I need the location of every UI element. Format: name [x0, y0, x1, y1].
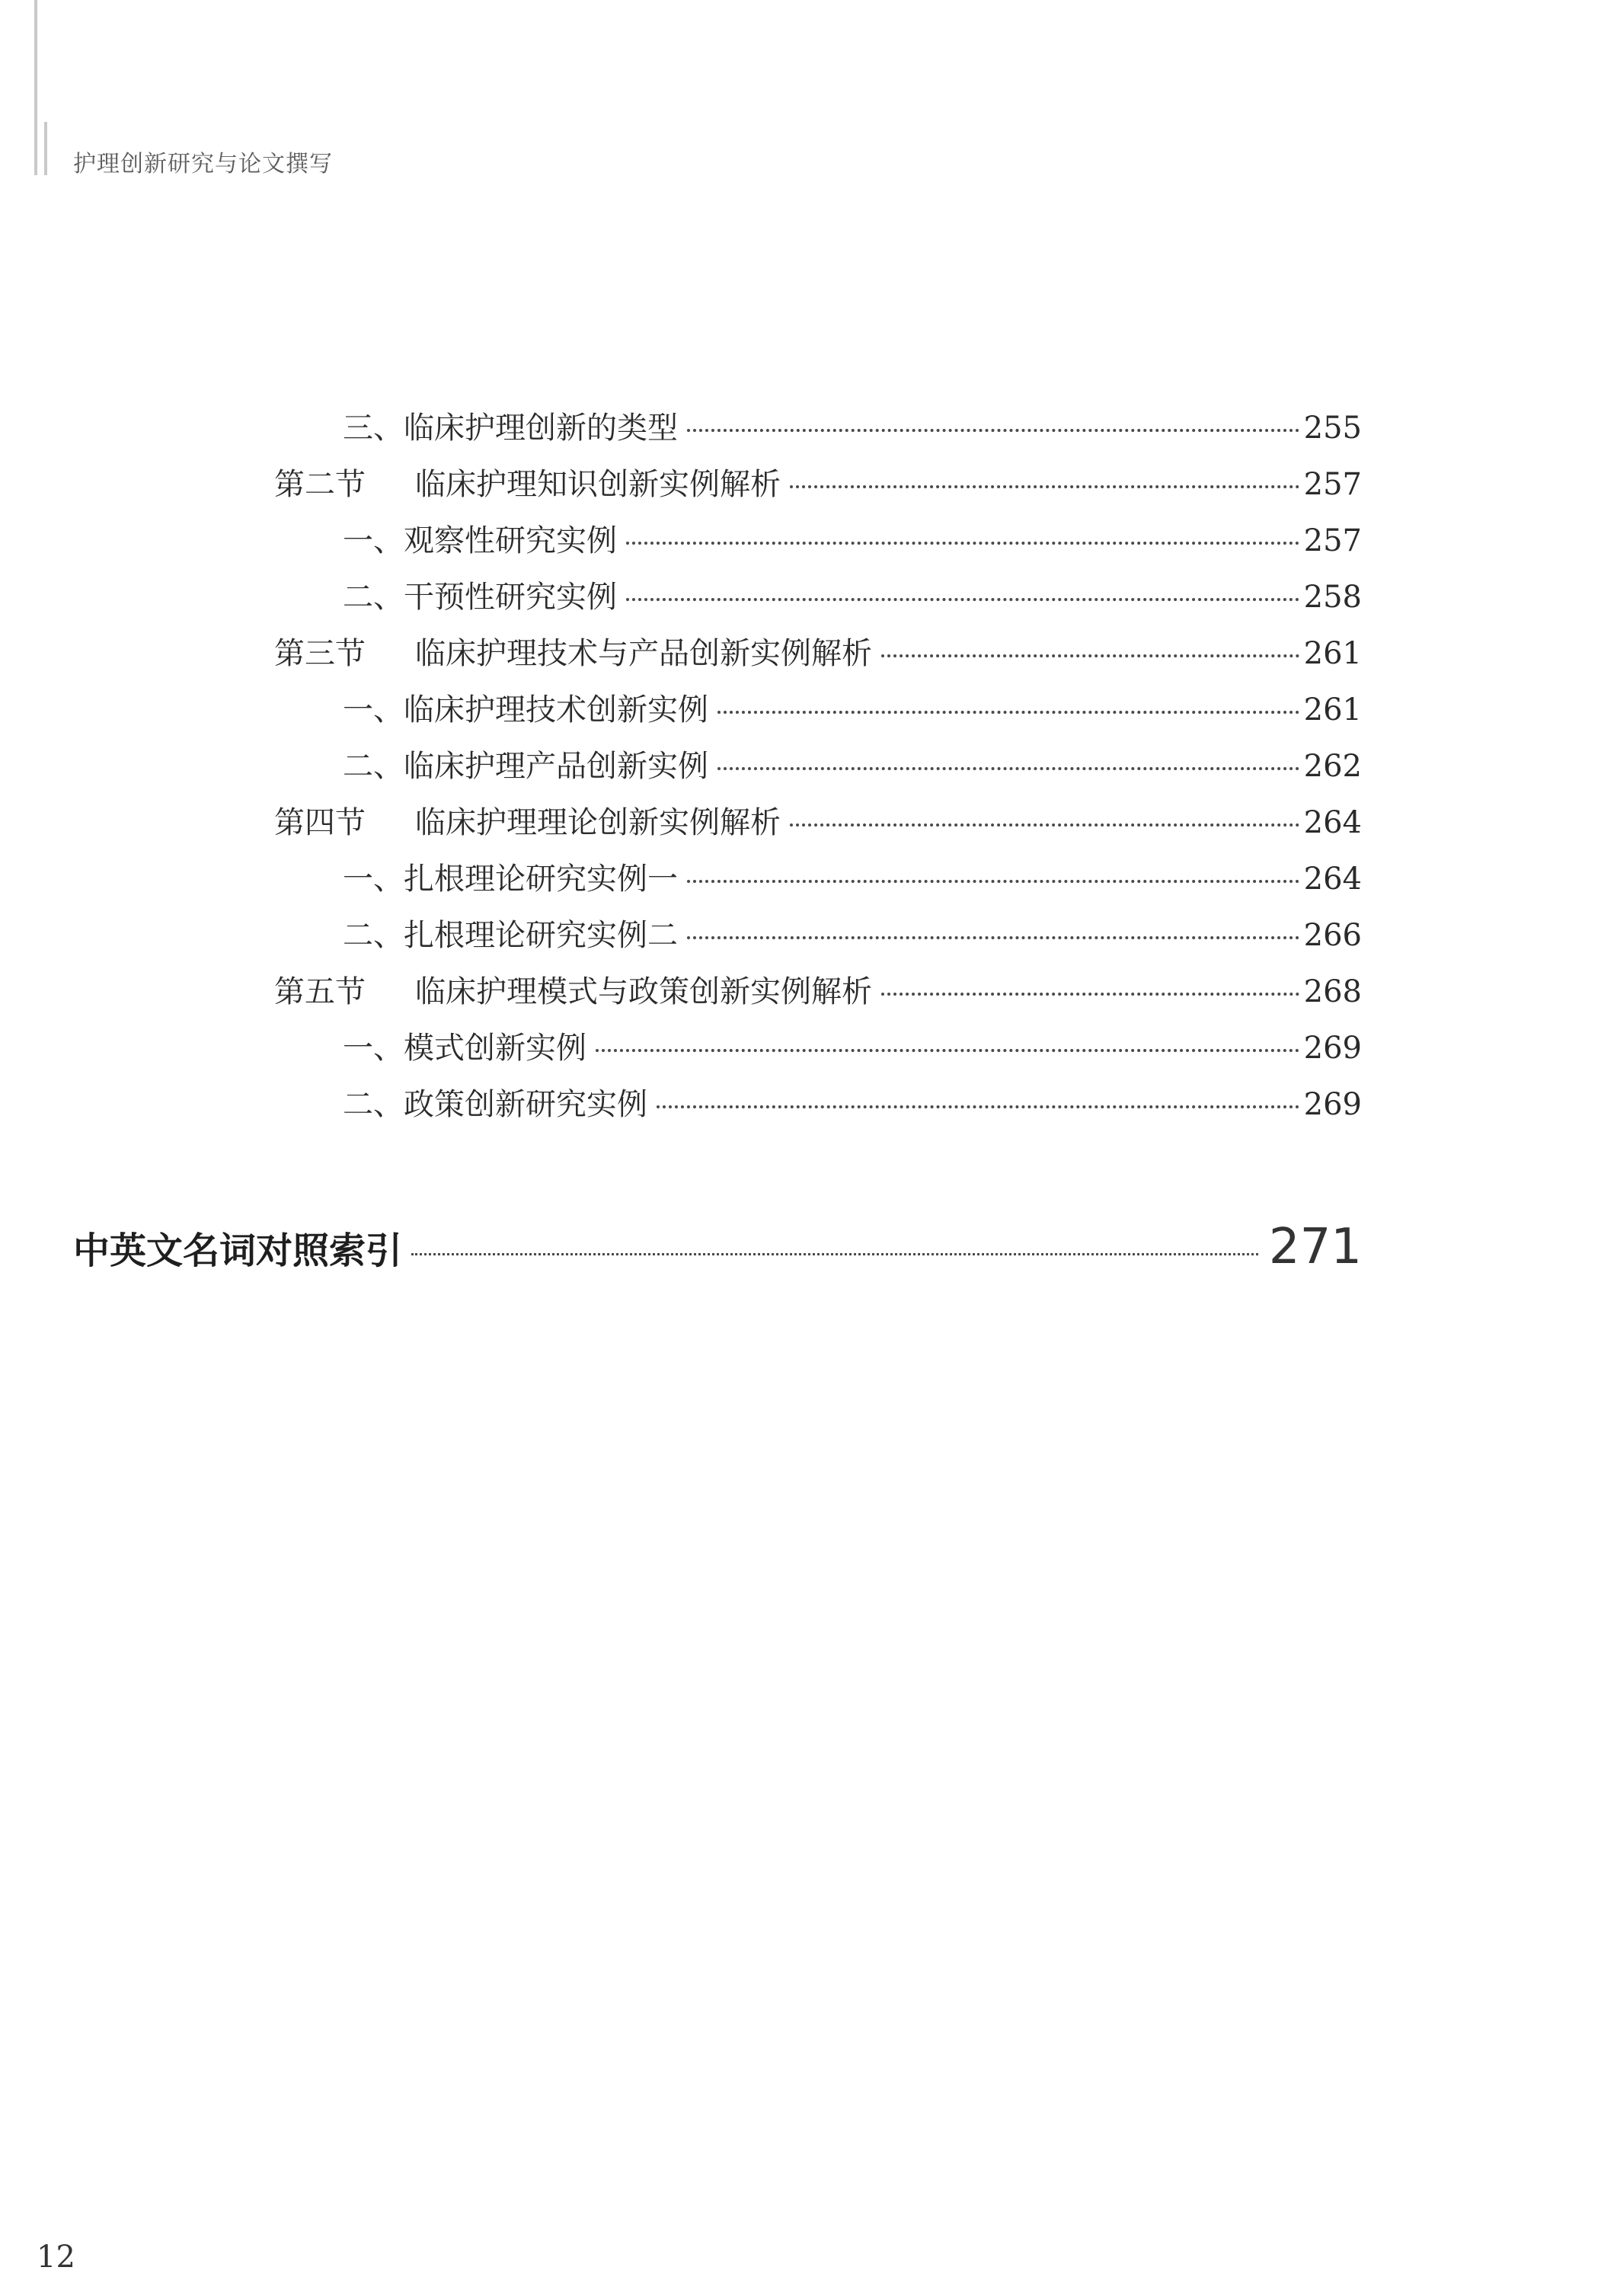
toc-item-title: 二、临床护理产品创新实例 [343, 749, 708, 784]
dot-leader [687, 936, 1299, 939]
toc-item-title: 一、临床护理技术创新实例 [343, 692, 708, 727]
toc-item[interactable] [343, 516, 1362, 561]
dot-leader [411, 1253, 1258, 1255]
toc-section-title: 临床护理知识创新实例解析 [415, 467, 781, 502]
toc-item[interactable] [343, 855, 1362, 899]
dot-leader [881, 654, 1299, 657]
toc-item-title: 二、干预性研究实例 [343, 580, 617, 615]
toc-item[interactable] [343, 911, 1362, 955]
toc-page-number: 266 [1303, 918, 1362, 953]
toc-item-title: 三、临床护理创新的类型 [343, 411, 678, 446]
toc-item-title: 一、观察性研究实例 [343, 523, 617, 558]
index-page-number: 271 [1268, 1219, 1362, 1275]
toc-page-number: 268 [1303, 974, 1362, 1009]
toc-section[interactable] [274, 460, 1362, 504]
toc-page-number: 269 [1303, 1087, 1362, 1122]
toc-section-title: 临床护理技术与产品创新实例解析 [415, 636, 872, 671]
toc-page-number: 264 [1303, 805, 1362, 840]
toc-item-title: 二、政策创新研究实例 [343, 1087, 647, 1122]
index-entry[interactable] [73, 1219, 1362, 1280]
dot-leader [717, 711, 1299, 714]
toc-section-number: 第四节 [274, 805, 366, 840]
dot-leader [657, 1105, 1299, 1108]
dot-leader [790, 485, 1299, 488]
toc-item[interactable] [343, 1024, 1362, 1068]
toc-item[interactable] [343, 742, 1362, 786]
toc-page-number: 257 [1303, 523, 1362, 558]
toc-page-number: 261 [1303, 692, 1362, 727]
toc-section[interactable] [274, 967, 1362, 1012]
dot-leader [790, 823, 1299, 827]
toc-page-number: 261 [1303, 636, 1362, 671]
toc-section[interactable] [274, 798, 1362, 843]
dot-leader [687, 429, 1299, 432]
toc-item[interactable] [343, 1080, 1362, 1124]
toc-page-number: 269 [1303, 1031, 1362, 1066]
toc-item[interactable] [343, 573, 1362, 617]
margin-rule-accent [44, 122, 47, 175]
toc-page-number: 257 [1303, 467, 1362, 502]
page-number: 12 [37, 2240, 75, 2275]
toc-section-title: 临床护理模式与政策创新实例解析 [415, 974, 872, 1009]
toc-page-number: 255 [1303, 411, 1362, 446]
dot-leader [687, 880, 1299, 883]
dot-leader [881, 993, 1299, 996]
toc-section-number: 第二节 [274, 467, 366, 502]
toc-section-number: 第五节 [274, 974, 366, 1009]
dot-leader [596, 1049, 1299, 1052]
index-title: 中英文名词对照索引 [73, 1230, 403, 1272]
dot-leader [626, 542, 1299, 545]
toc-page-number: 262 [1303, 749, 1362, 784]
toc-page-number: 264 [1303, 862, 1362, 897]
toc-item[interactable] [343, 404, 1362, 448]
toc-item-title: 一、扎根理论研究实例一 [343, 862, 678, 897]
dot-leader [626, 598, 1299, 601]
toc-item-title: 二、扎根理论研究实例二 [343, 918, 678, 953]
dot-leader [717, 767, 1299, 770]
running-head: 护理创新研究与论文撰写 [73, 151, 333, 177]
toc-item-title: 一、模式创新实例 [343, 1031, 586, 1066]
toc-item[interactable] [343, 686, 1362, 730]
toc-section-number: 第三节 [274, 636, 366, 671]
toc-page-number: 258 [1303, 580, 1362, 615]
toc-section-title: 临床护理理论创新实例解析 [415, 805, 781, 840]
margin-rule [34, 0, 37, 175]
toc-section[interactable] [274, 629, 1362, 673]
